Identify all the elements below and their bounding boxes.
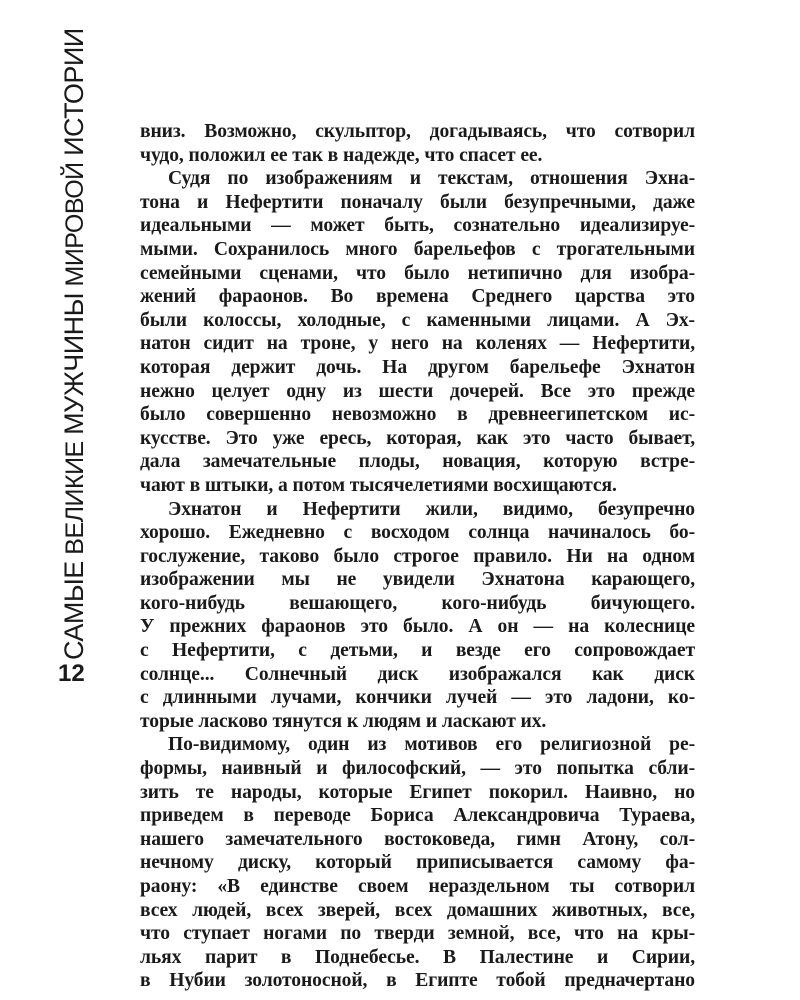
title-word-muzhchiny: МУЖЧИНЫ — [59, 292, 89, 435]
text-line: приведем в переводе Бориса Александровича Тураева, — [140, 805, 695, 827]
text-line: с Нефертити, с детьми, и везде его сопровождает — [140, 640, 695, 662]
text-line: чают в штыки, а потом тысячелетиями восхищаются. — [140, 474, 617, 496]
text-line: были колоссы, холодные, с каменными лицами. А Эх- — [140, 309, 695, 331]
text-line: в Нубии золотоносной, в Египте тобой предначертано — [140, 970, 695, 992]
text-line: По-видимому, один из мотивов его религиозной ре- — [168, 734, 695, 756]
text-line: Судя по изображениям и текстам, отношения Эхна- — [168, 168, 695, 190]
text-line: что ступает ногами по тверди земной, все, что на кры- — [140, 923, 695, 945]
text-line: изображении мы не увидели Эхнатона карающего, — [140, 569, 695, 591]
text-line: формы, наивный и философский, — это попытка сбли- — [140, 758, 695, 780]
text-line: семейными сценами, что было нетипично для изобра- — [140, 262, 695, 284]
running-header-book-title — [59, 28, 89, 660]
text-line: натон сидит на троне, у него на коленях — Нефертити, — [140, 333, 695, 355]
text-line: хорошо. Ежедневно с восходом солнца начиналось бо- — [140, 522, 695, 544]
text-line: которая держит дочь. На другом барельефе Эхнатон — [140, 356, 695, 378]
text-line: У прежних фараонов это было. А он — на колеснице — [140, 616, 695, 638]
text-line: чудо, положил ее так в надежде, что спасет ее. — [140, 144, 543, 166]
text-line: всех людей, всех зверей, всех домашних животных, все, — [140, 899, 695, 921]
text-line: тона и Нефертити поначалу были безупречными, даже — [140, 191, 695, 213]
title-word-istorii: ИСТОРИИ — [59, 28, 89, 156]
page-number: 12 — [58, 660, 85, 687]
body-text — [140, 120, 695, 993]
text-line: нашего замечательного востоковеда, гимн Атону, сол- — [140, 828, 695, 850]
text-line: дала замечательные плоды, новация, которую встре- — [140, 451, 695, 473]
text-line: раону: «В единстве своем нераздельном ты сотворил — [140, 876, 695, 897]
title-word-mirovoy: МИРОВОЙ — [61, 162, 89, 287]
text-line: гослужение, таково было строгое правило. Ни на одном — [140, 545, 695, 567]
text-line: кусстве. Это уже ересь, которая, как это часто бывает, — [140, 427, 695, 449]
text-line: идеальными — может быть, сознательно идеализируе- — [140, 215, 695, 237]
text-line: кого-нибудь вешающего, кого-нибудь бичующего. — [140, 592, 695, 614]
text-line: было совершенно невозможно в древнеегипетском ис- — [140, 404, 695, 426]
text-line: Эхнатон и Нефертити жили, видимо, безупречно — [168, 498, 695, 520]
title-word-samye: САМЫЕ — [59, 561, 89, 660]
text-line: с длинными лучами, кончики лучей — это ладони, ко- — [140, 687, 695, 709]
text-line: зить те народы, которые Египет покорил. Наивно, но — [140, 781, 695, 803]
title-word-velikie: ВЕЛИКИЕ — [61, 441, 89, 555]
text-line: торые ласково тянутся к людям и ласкают их. — [140, 710, 547, 732]
text-line: солнце... Солнечный диск изображался как диск — [140, 663, 695, 685]
text-line: нежно целует одну из шести дочерей. Все это прежде — [140, 380, 695, 402]
text-line: льях парит в Поднебесье. В Палестине и Сирии, — [140, 946, 695, 968]
text-line: жений фараонов. Во времена Среднего царства это — [140, 286, 695, 308]
text-line: вниз. Возможно, скульптор, догадываясь, что сотворил — [140, 121, 695, 142]
text-line: мыми. Сохранилось много барельефов с трогательными — [140, 238, 695, 260]
text-line: нечному диску, который приписывается самому фа- — [140, 852, 695, 874]
